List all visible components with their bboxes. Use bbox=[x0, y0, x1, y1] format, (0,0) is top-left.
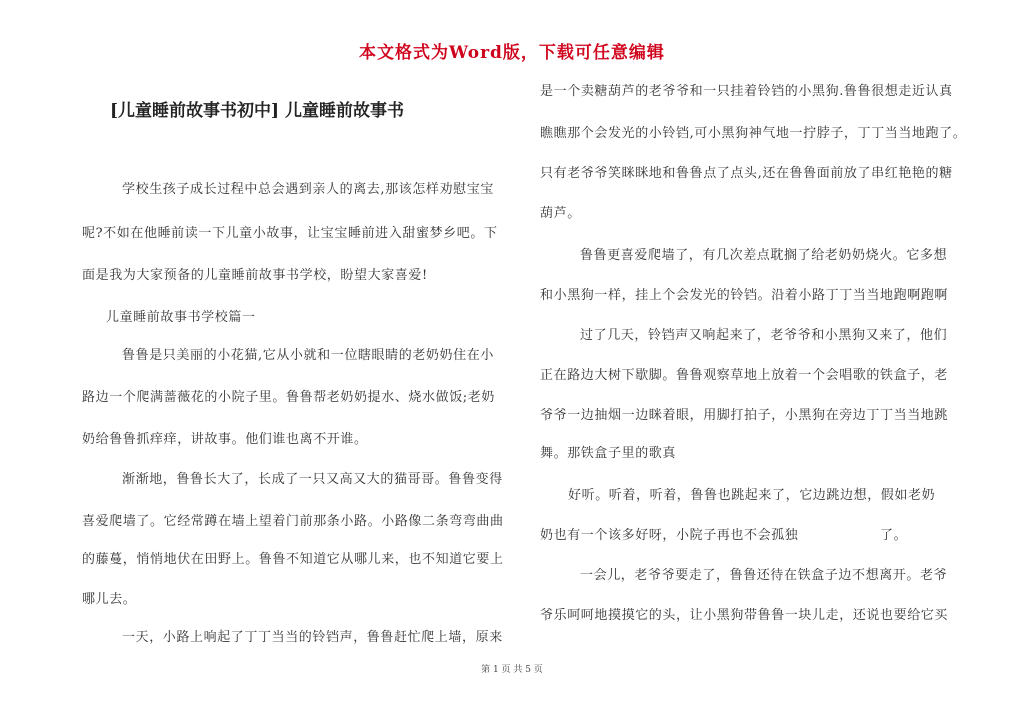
section-heading: 儿童睡前故事书学校篇一 bbox=[106, 310, 256, 325]
paragraph-line: 和小黑狗一样，挂上个会发光的铃铛。沿着小路丁丁当当地跑啊跑啊 bbox=[540, 288, 949, 303]
paragraph-line: 只有老爷爷笑眯眯地和鲁鲁点了点头,还在鲁鲁面前放了串红艳艳的糖 bbox=[540, 166, 953, 181]
paragraph-line: 路边一个爬满蔷薇花的小院子里。鲁鲁帮老奶奶提水、烧水做饭;老奶 bbox=[82, 390, 495, 405]
paragraph-line: 爷爷一边抽烟一边眯着眼，用脚打拍子，小黑狗在旁边丁丁当当地跳 bbox=[540, 408, 949, 423]
paragraph-line: 的藤蔓，悄悄地伏在田野上。鲁鲁不知道它从哪儿来，也不知道它要上 bbox=[82, 552, 504, 567]
paragraph-line: 奶给鲁鲁抓痒痒，讲故事。他们谁也离不开谁。 bbox=[82, 432, 368, 447]
paragraph-line: 哪儿去。 bbox=[82, 592, 137, 607]
paragraph-line: 瞧瞧那个会发光的小铃铛,可小黑狗神气地一拧脖子，丁丁当当地跑了。 bbox=[540, 126, 967, 141]
paragraph-line: 呢?不如在他睡前读一下儿童小故事，让宝宝睡前进入甜蜜梦乡吧。下 bbox=[82, 226, 498, 241]
paragraph-line: 正在路边大树下歇脚。鲁鲁观察草地上放着一个会唱歌的铁盒子，老 bbox=[540, 368, 949, 383]
document-title: [儿童睡前故事书初中] 儿童睡前故事书 bbox=[110, 101, 405, 121]
format-banner: 本文格式为Word版，下载可任意编辑 bbox=[359, 43, 665, 63]
paragraph-line: 好听。听着，听着，鲁鲁也跳起来了，它边跳边想，假如老奶 bbox=[568, 488, 936, 503]
paragraph-line: 爷乐呵呵地摸摸它的头，让小黑狗带鲁鲁一块儿走，还说也要给它买 bbox=[540, 608, 949, 623]
paragraph-line: 过了几天，铃铛声又响起来了，老爷爷和小黑狗又来了，他们 bbox=[580, 328, 948, 343]
paragraph-line: 渐渐地，鲁鲁长大了，长成了一只又高又大的猫哥哥。鲁鲁变得 bbox=[122, 472, 503, 487]
paragraph-line: 喜爱爬墙了。它经常蹲在墙上望着门前那条小路。小路像二条弯弯曲曲 bbox=[82, 514, 504, 529]
page-number: 第 1 页 共 5 页 bbox=[481, 665, 543, 675]
paragraph-line: 鲁鲁更喜爱爬墙了，有几次差点耽搁了给老奶奶烧火。它多想 bbox=[580, 248, 948, 263]
paragraph-line: 面是我为大家预备的儿童睡前故事书学校，盼望大家喜爱! bbox=[82, 268, 428, 283]
paragraph-line: 是一个卖糖葫芦的老爷爷和一只挂着铃铛的小黑狗.鲁鲁很想走近认真 bbox=[540, 84, 953, 99]
paragraph-line: 葫芦。 bbox=[540, 206, 581, 221]
paragraph-line: 一会儿，老爷爷要走了，鲁鲁还待在铁盒子边不想离开。老爷 bbox=[580, 568, 948, 583]
paragraph-line: 学校生孩子成长过程中总会遇到亲人的离去,那该怎样劝慰宝宝 bbox=[122, 182, 494, 197]
paragraph-line: 奶也有一个该多好呀，小院子再也不会孤独 了。 bbox=[540, 528, 908, 543]
paragraph-line: 一天，小路上响起了丁丁当当的铃铛声，鲁鲁赶忙爬上墙，原来 bbox=[122, 630, 503, 645]
paragraph-line: 鲁鲁是只美丽的小花猫,它从小就和一位瞎眼睛的老奶奶住在小 bbox=[122, 348, 494, 363]
paragraph-line: 舞。那铁盒子里的歌真 bbox=[540, 446, 677, 461]
